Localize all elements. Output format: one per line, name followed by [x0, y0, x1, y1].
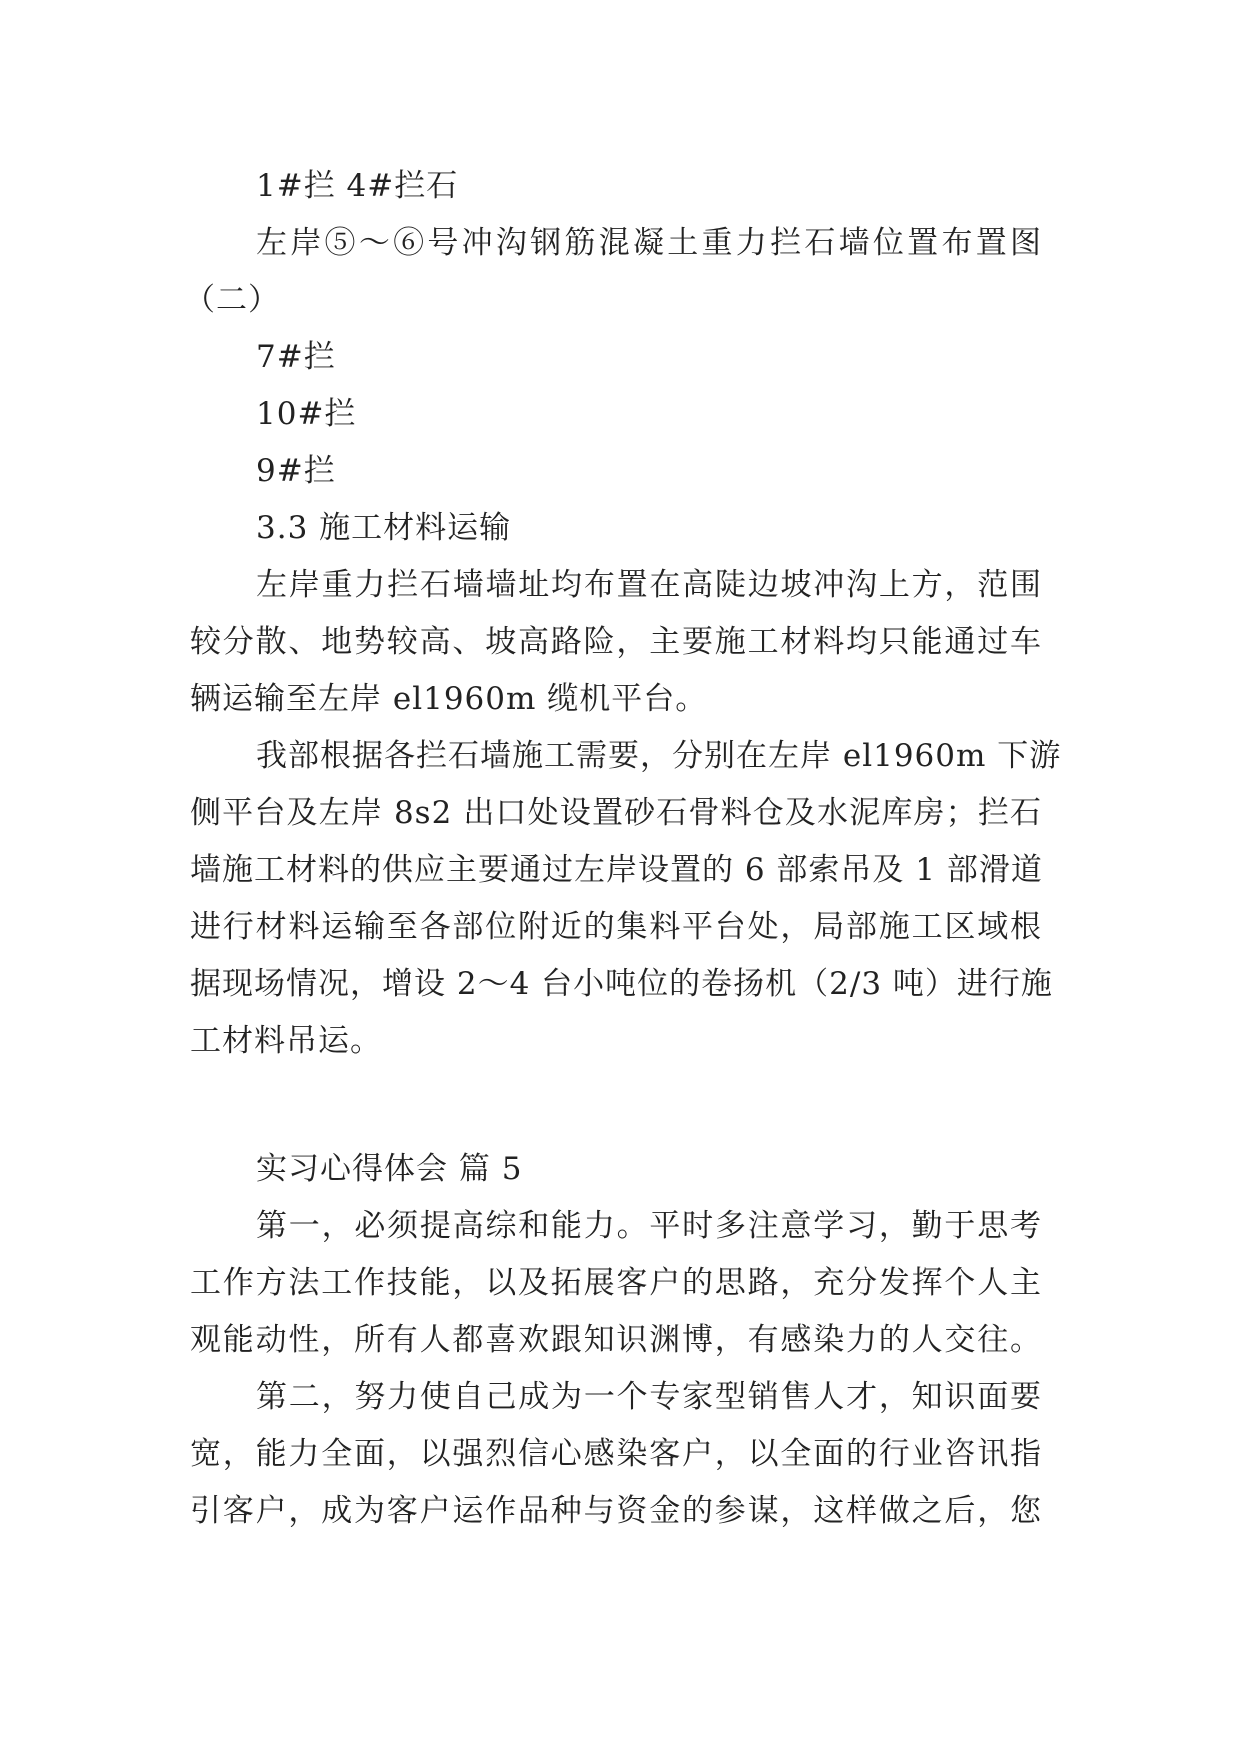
paragraph-line: 我部根据各拦石墙施工需要，分别在左岸 el1960m 下游: [256, 738, 1062, 774]
paragraph-line: 观能动性，所有人都喜欢跟知识渊博，有感染力的人交往。: [190, 1322, 1042, 1358]
paragraph-line: 工作方法工作技能，以及拓展客户的思路，充分发挥个人主: [190, 1265, 1042, 1301]
paragraph-line: 侧平台及左岸 8s2 出口处设置砂石骨料仓及水泥库房；拦石: [190, 795, 1042, 831]
paragraph-line: 较分散、地势较高、坡高路险，主要施工材料均只能通过车: [190, 624, 1042, 660]
paragraph-line: 引客户，成为客户运作品种与资金的参谋，这样做之后，您: [190, 1493, 1042, 1529]
section-heading-3-3: 3.3 施工材料运输: [256, 510, 512, 546]
paragraph-line: 辆运输至左岸 el1960m 缆机平台。: [190, 681, 708, 717]
label-10-barrier: 10#拦: [256, 396, 357, 432]
paragraph-line: 第二，努力使自己成为一个专家型销售人才，知识面要: [256, 1379, 1042, 1415]
section-heading-essay-5: 实习心得体会 篇 5: [256, 1151, 523, 1187]
label-7-barrier: 7#拦: [256, 339, 336, 375]
label-1-4-barrier: 1#拦 4#拦石: [256, 168, 459, 204]
figure-caption: 左岸⑤～⑥号冲沟钢筋混凝土重力拦石墙位置布置图: [256, 225, 1042, 261]
paragraph-line: 工材料吊运。: [190, 1023, 382, 1059]
paragraph-line: 左岸重力拦石墙墙址均布置在高陡边坡冲沟上方，范围: [256, 567, 1042, 603]
paragraph-line: 据现场情况，增设 2～4 台小吨位的卷扬机（2/3 吨）进行施: [190, 966, 1053, 1002]
paragraph-line: 第一，必须提高综和能力。平时多注意学习，勤于思考: [256, 1208, 1042, 1244]
paragraph-line: 墙施工材料的供应主要通过左岸设置的 6 部索吊及 1 部滑道: [190, 852, 1043, 888]
label-9-barrier: 9#拦: [256, 453, 336, 489]
paragraph-line: 宽，能力全面，以强烈信心感染客户，以全面的行业咨讯指: [190, 1436, 1042, 1472]
paragraph-line: 进行材料运输至各部位附近的集料平台处，局部施工区域根: [190, 909, 1042, 945]
figure-caption-part: （二）: [184, 282, 280, 318]
